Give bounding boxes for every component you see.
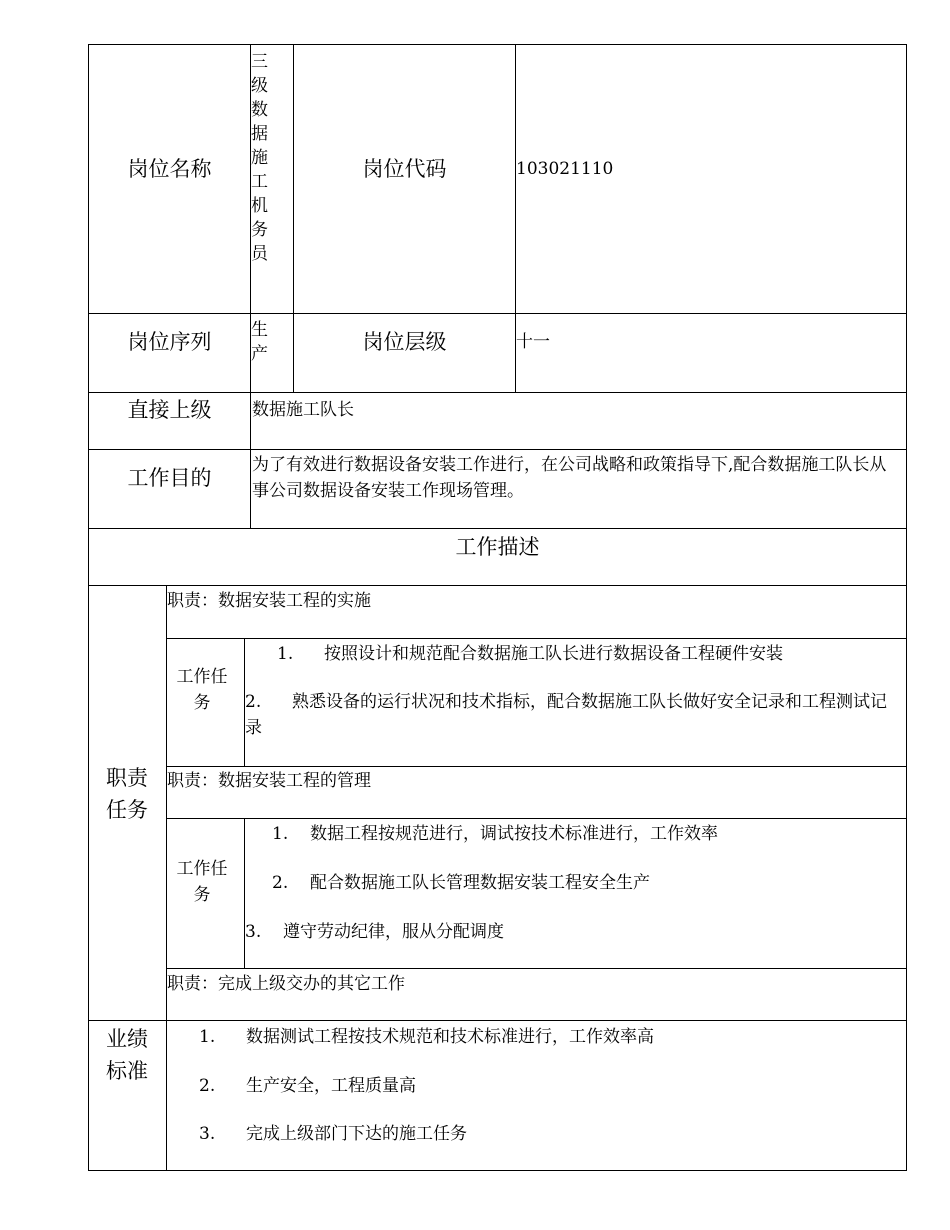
list-item <box>272 821 892 847</box>
task-label: 工作任务 <box>176 667 228 713</box>
supervisor-label: 直接上级 <box>127 398 212 422</box>
list-item-number: 2. <box>199 1076 216 1096</box>
position-level-value: 十一 <box>516 332 550 352</box>
list-item <box>272 870 892 896</box>
list-item <box>199 1121 899 1147</box>
list-item-text: 数据工程按规范进行，调试按技术标准进行，工作效率 <box>310 824 718 844</box>
list-item <box>199 1024 899 1050</box>
list-item-text: 完成上级部门下达的施工任务 <box>246 1124 467 1144</box>
list-item-number: 3. <box>245 922 262 942</box>
supervisor-value: 数据施工队长 <box>252 400 354 420</box>
list-item-number: 3. <box>199 1124 216 1144</box>
position-name-label: 岗位名称 <box>127 157 212 181</box>
task-label: 工作任务 <box>176 859 228 905</box>
list-item-text: 遵守劳动纪律，服从分配调度 <box>283 922 504 942</box>
list-item <box>245 919 885 945</box>
list-item-number: 2. <box>272 873 289 893</box>
list-item <box>199 1073 899 1099</box>
duty-title: 职责：数据安装工程的管理 <box>167 771 371 791</box>
position-sequence-value: 生产 <box>251 320 268 364</box>
purpose-value: 为了有效进行数据设备安装工作进行，在公司战略和政策指导下,配合数据施工队长从事公司数据设备安装工作现场管理。 <box>252 455 887 501</box>
work-description-title: 工作描述 <box>455 535 540 559</box>
duties-label: 职责任务 <box>106 766 148 822</box>
list-item-number: 1. <box>277 644 294 664</box>
list-item-text: 熟悉设备的运行状况和技术指标，配合数据施工队长做好安全记录和工程测试记录 <box>245 692 887 738</box>
position-level-label: 岗位层级 <box>362 330 447 354</box>
purpose-label: 工作目的 <box>127 466 212 490</box>
duty-title: 职责：完成上级交办的其它工作 <box>167 974 405 994</box>
list-item-number: 1. <box>199 1027 216 1047</box>
list-item-text: 生产安全，工程质量高 <box>246 1076 416 1096</box>
performance-label: 业绩标准 <box>106 1027 148 1083</box>
position-code-value: 103021110 <box>516 159 614 179</box>
list-item <box>277 641 897 667</box>
list-item <box>245 689 895 741</box>
list-item-number: 1. <box>272 824 289 844</box>
list-item-number: 2. <box>245 692 262 712</box>
position-name-value: 三级数据施工机务员 <box>251 52 268 264</box>
position-code-label: 岗位代码 <box>362 157 447 181</box>
list-item-text: 按照设计和规范配合数据施工队长进行数据设备工程硬件安装 <box>324 644 783 664</box>
position-sequence-label: 岗位序列 <box>127 330 212 354</box>
duty-title: 职责：数据安装工程的实施 <box>167 591 371 611</box>
list-item-text: 配合数据施工队长管理数据安装工程安全生产 <box>310 873 650 893</box>
list-item-text: 数据测试工程按技术规范和技术标准进行，工作效率高 <box>246 1027 654 1047</box>
